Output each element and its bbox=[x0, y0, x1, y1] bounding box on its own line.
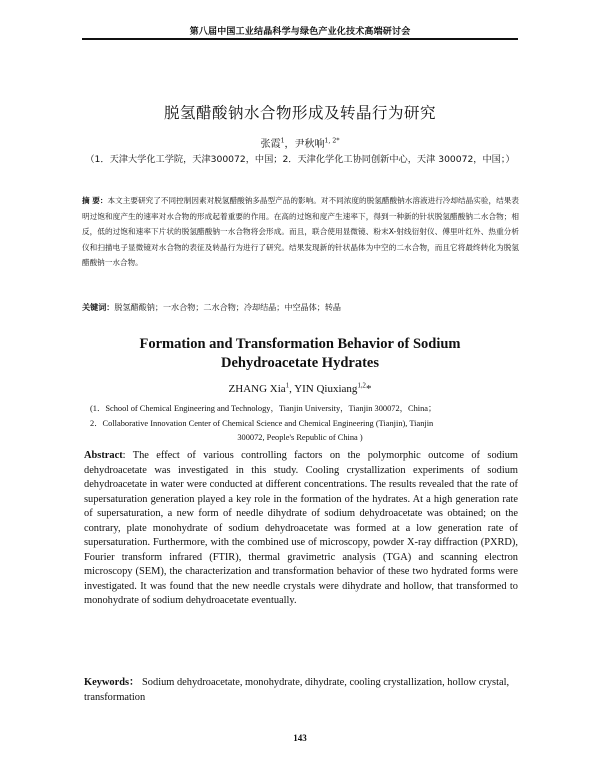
cn-abstract-text: 本文主要研究了不同控制因素对脱氢醋酸钠多晶型产品的影响。对不同浓度的脱氢醋酸钠水溶液进行冷却结晶实验，结果表明过饱和度产生的速率对水合物的形成起着重要的作用。在高的过饱和度产生速率下，得到一种新的针状脱氢醋酸钠二水合物；相反，低的过饱和速率下片状的脱氢醋酸钠一水合物将会形成。而且，联合使用显微镜、粉末X-射线衍射仪、傅里叶红外、热重分析仪和扫描电子显微镜对水合物的表征及转晶行为进行了研究。结果发现新的针状晶体为中空的二水合物，而且它将最终转化为脱氢醋酸钠一水合物。 bbox=[82, 196, 519, 268]
en-title-line-2: Dehydroacetate Hydrates bbox=[221, 355, 379, 371]
header-rule bbox=[82, 38, 518, 40]
cn-author-1: 张霞 bbox=[260, 139, 281, 150]
en-author-sep: , bbox=[289, 383, 295, 395]
cn-author-2: 尹秋响 bbox=[294, 139, 325, 150]
cn-author-sep: ， bbox=[284, 139, 295, 150]
en-title bbox=[0, 335, 600, 373]
running-header: 第八届中国工业结晶科学与绿色产业化技术高端研讨会 bbox=[189, 27, 411, 37]
en-title-line-1: Formation and Transformation Behavior of Sodium bbox=[139, 336, 461, 352]
en-author-2: YIN Qiuxiang bbox=[294, 383, 358, 395]
en-abstract bbox=[84, 449, 518, 609]
en-affiliation bbox=[90, 402, 510, 446]
cn-keywords-text: 脱氢醋酸钠；一水合物；二水合物；冷却结晶；中空晶体；转晶 bbox=[114, 302, 342, 312]
en-keywords bbox=[84, 676, 518, 705]
cn-author-1-sup: 1 bbox=[280, 137, 285, 145]
cn-author-2-sup: 1, 2* bbox=[324, 137, 340, 145]
en-affil-line-1: (1．School of Chemical Engineering and Technology，Tianjin University，Tianjin 300072，China； bbox=[90, 404, 437, 413]
cn-affiliation: （1．天津大学化工学院，天津300072，中国；2．天津化学化工协同创新中心，天津 300072，中国；） bbox=[85, 154, 515, 165]
cn-title: 脱氢醋酸钠水合物形成及转晶行为研究 bbox=[163, 104, 436, 122]
page-number: 143 bbox=[293, 733, 307, 743]
cn-authors bbox=[0, 135, 600, 150]
en-author-2-sup: 1,2 bbox=[357, 382, 366, 390]
cn-keywords bbox=[82, 301, 519, 314]
cn-abstract-label: 摘 要： bbox=[82, 196, 108, 205]
en-abstract-text: : The effect of various controlling factors on the polymorphic outcome of sodium dehydroacetate was investigated in this study. Cooling crystallization experiments of sodium dehydroacetate in water were conducted at different concentrations. The results revealed that the rate of supersaturation generation played a key role in the formation of the hydrates. At a high generation rate of supersaturation, a new form of needle dihydrate of sodium dehydroacetate was obtained; on the contrary, plate monohydrate of sodium dehydroacetate was formed at a low generation rate of supersaturation. Furthermore, with the combined use of microscopy, powder X-ray diffraction (PXRD), Fourier transform infrared (FTIR), thermal gravimetric analysis (TGA) and scanning electron microscopy (SEM), the characterization and transformation behavior of these two hydrated forms were investigated. It was found that the new needle crystals were dihydrate and hollow, that transformed to monohydrate of sodium dehydroacetate eventually. bbox=[84, 450, 518, 606]
en-author-1-sup: 1 bbox=[285, 382, 290, 390]
en-affil-line-2: 2．Collaborative Innovation Center of Chemical Science and Chemical Engineering (Tianjin), Tianjin bbox=[90, 418, 434, 428]
en-affil-line-3: 300072, People's Republic of China ) bbox=[237, 433, 363, 442]
en-author-2-mark: * bbox=[365, 383, 372, 395]
en-author-1: ZHANG Xia bbox=[228, 383, 286, 395]
cn-abstract bbox=[82, 193, 519, 271]
en-abstract-label: Abstract bbox=[84, 450, 123, 461]
en-authors bbox=[0, 383, 600, 395]
cn-keywords-label: 关键词： bbox=[82, 302, 115, 312]
en-keywords-text: Sodium dehydroacetate, monohydrate, dihydrate, cooling crystallization, hollow crystal, transformation bbox=[84, 677, 510, 703]
en-keywords-label: Keywords： bbox=[84, 677, 140, 688]
